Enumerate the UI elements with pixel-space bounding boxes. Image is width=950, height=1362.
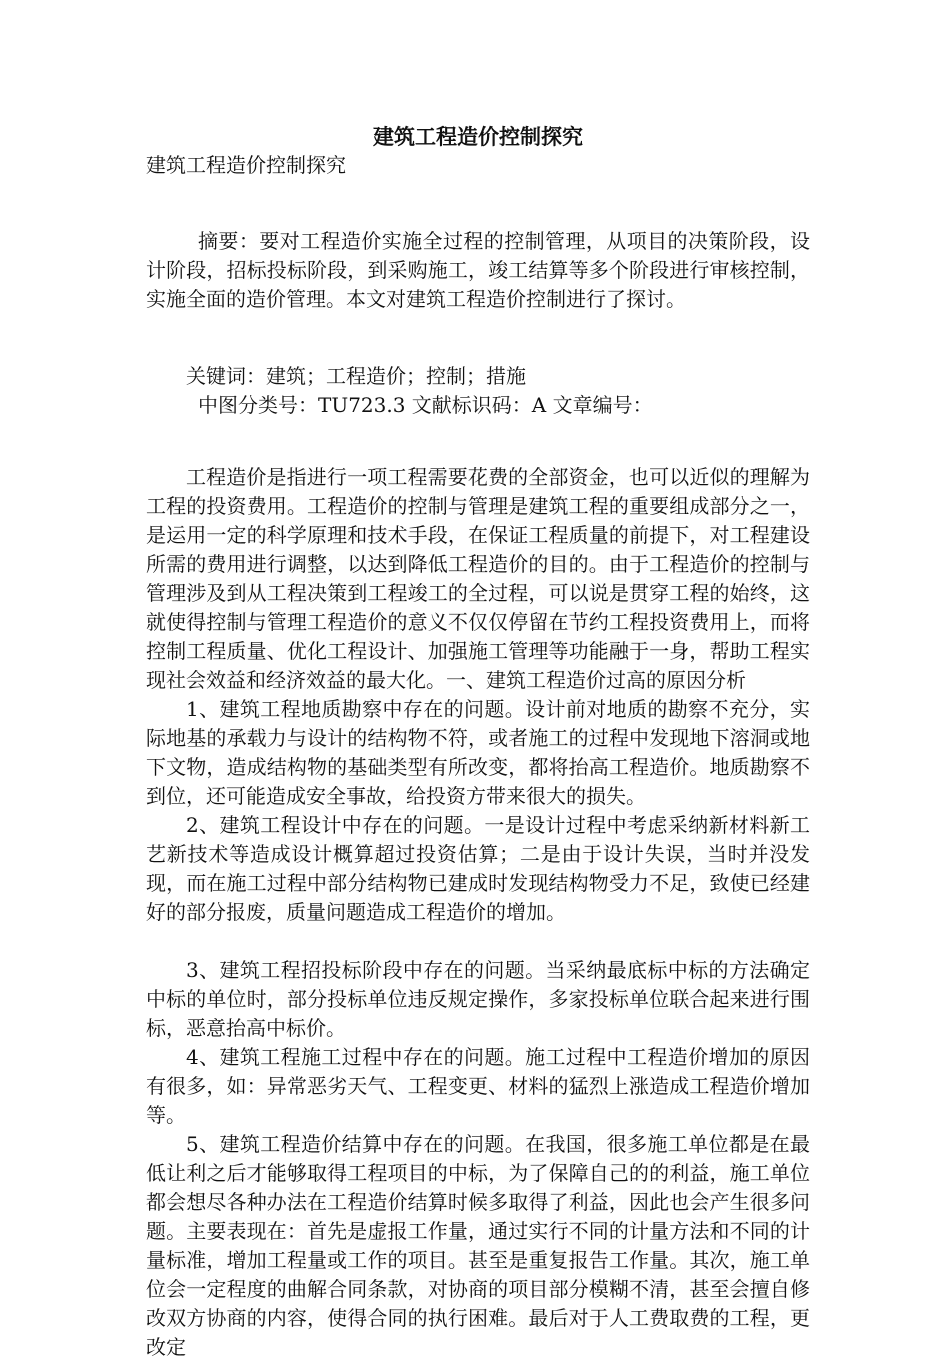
body-paragraph-5: 5、建筑工程造价结算中存在的问题。在我国，很多施工单位都是在最低让利之后才能够取得工程项目的中标，为了保障自己的的利益，施工单位都会想尽各种办法在工程造价结算时候多取得了利益，因此也会产生很多问题。主要表现在：首先是虚报工作量，通过实行不同的计量方法和不同的计量标准，增加工程量或工作的项目。甚至是重复报告工作量。其次，施工单位会一定程度的曲解合同条款，对协商的项目部分模糊不清，甚至会擅自修改双方协商的内容，使得合同的执行困难。最后对于人工费取费的工程，更改定: [146, 1132, 810, 1359]
body-paragraph-4: 4、建筑工程施工过程中存在的问题。施工过程中工程造价增加的原因有很多，如：异常恶劣天气、工程变更、材料的猛烈上涨造成工程造价增加等。: [146, 1045, 810, 1127]
body-paragraph-1: 1、建筑工程地质勘察中存在的问题。设计前对地质的勘察不充分，实际地基的承载力与设计的结构物不符，或者施工的过程中发现地下溶洞或地下文物，造成结构物的基础类型有所改变，都将抬高工程造价。地质勘察不到位，还可能造成安全事故，给投资方带来很大的损失。: [146, 697, 810, 808]
body-paragraph-intro: 工程造价是指进行一项工程需要花费的全部资金，也可以近似的理解为工程的投资费用。工程造价的控制与管理是建筑工程的重要组成部分之一，是运用一定的科学原理和技术手段，在保证工程质量的前提下，对工程建设所需的费用进行调整，以达到降低工程造价的目的。由于工程造价的控制与管理涉及到从工程决策到工程竣工的全过程，可以说是贯穿工程的始终，这就使得控制与管理工程造价的意义不仅仅停留在节约工程投资费用上，而将控制工程质量、优化工程设计、加强施工管理等功能融于一身，帮助工程实现社会效益和经济效益的最大化。一、建筑工程造价过高的原因分析: [146, 465, 810, 692]
classification-line: 中图分类号：TU723.3 文献标识码：A 文章编号：: [198, 393, 653, 417]
abstract-paragraph: 摘要：要对工程造价实施全过程的控制管理，从项目的决策阶段，设计阶段，招标投标阶段，到采购施工，竣工结算等多个阶段进行审核控制，实施全面的造价管理。本文对建筑工程造价控制进行了探讨。: [146, 229, 810, 311]
document-subtitle: 建筑工程造价控制探究: [146, 153, 346, 177]
keywords-line: 关键词：建筑；工程造价；控制；措施: [186, 364, 526, 388]
body-paragraph-2: 2、建筑工程设计中存在的问题。一是设计过程中考虑采纳新材料新工艺新技术等造成设计概算超过投资估算；二是由于设计失误，当时并没发现，而在施工过程中部分结构物已建成时发现结构物受力不足，致使已经建好的部分报废，质量问题造成工程造价的增加。: [146, 813, 810, 924]
document-body: [146, 122, 810, 1362]
body-paragraph-3: 3、建筑工程招投标阶段中存在的问题。当采纳最底标中标的方法确定中标的单位时，部分投标单位违反规定操作，多家投标单位联合起来进行围标，恶意抬高中标价。: [146, 958, 810, 1040]
document-title: 建筑工程造价控制探究: [373, 124, 583, 149]
